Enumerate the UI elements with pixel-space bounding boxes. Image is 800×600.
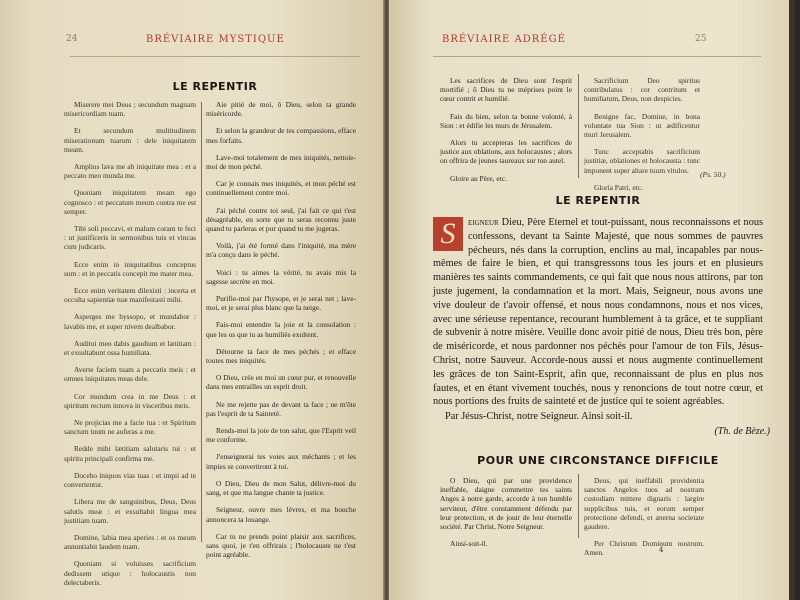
latin-psalm-column [64, 100, 196, 595]
left-page [0, 0, 384, 600]
french-verse: O Dieu, Dieu de mon Salut, délivre-moi du sang, et que ma langue chante ta justice. [206, 478, 356, 498]
french-prayer-line: O Dieu, qui par une providence ineffable, daigne commettre tes saints Anges à notre garde, accorde à ton humble serviteur, d'être constamment défendu par leur protection, et de jouir de leur éternelle société. Par Christ, Notre Seigneur. [440, 476, 572, 532]
section-title-circonstance: POUR UNE CIRCONSTANCE DIFFICILE [477, 454, 719, 467]
latin-verse: Quoniam si voluisses sacrificium dedissem utique : holocaustis non delectaberis. [64, 559, 196, 587]
french-verse: J'enseignerai tes voies aux méchants ; et les impies se convertiront à toi. [206, 452, 356, 471]
prayer-title: LE REPENTIR [555, 194, 641, 207]
latin-verse: Amplius lava me ab iniquitate mea : et a peccato meo munda me. [64, 162, 196, 181]
page-number-right: 25 [695, 34, 707, 44]
french-verse: Alors tu accepteras les sacrifices de justice aux oblations, aux holocaustes ; alors on offrira de jeunes taureaux sur ton autel. [440, 138, 572, 166]
latin-verse: Et secundum multitudinem miserationum tuarum : dele iniquitatem meam. [64, 126, 196, 154]
circumstance-prayer-latin [584, 476, 704, 566]
latin-verse: Domine, labia mea aperies : et os meum annuntiabit laudem tuam. [64, 532, 196, 552]
french-verse: Gloire au Père, etc. [450, 173, 507, 183]
prayer-body [433, 216, 763, 424]
circumstance-prayer-french [440, 476, 572, 556]
latin-verse: Asperges me hyssopo, et mundabor : lavabis me, et super nivem dealbabor. [64, 312, 196, 331]
french-verse: Fais du bien, selon ta bonne volonté, à Sion : et édifie les murs de Jérusalem. [440, 111, 572, 130]
page-edge [789, 0, 795, 600]
french-verse: Et selon la grandeur de tes compassions, efface mes forfaits. [206, 126, 356, 145]
french-prayer-line: Ainsi-soit-il. [450, 539, 488, 549]
french-psalm-column [206, 100, 356, 567]
french-verse: Car tu ne prends point plaisir aux sacrifices, sans quoi, je t'en offrirais ; l'holocauste ne t'est point agréable. [206, 531, 356, 560]
french-verse: Aie pitié de moi, ô Dieu, selon ta grande miséricorde. [206, 100, 356, 119]
latin-verse: Ecce enim in iniquitatibus conceptus sum : et in peccatis concepit me mater mea. [64, 259, 196, 278]
prayer-text: Dieu, Père Eternel et tout-puissant, nous reconnaissons et nous confessons, devant ta Sainte Majesté, que nous sommes de pauvres pécheurs, nés dans la corruption, enclins au mal, incapables par nous-mêmes de faire le bien, et qui transgressons tous les jours et en plusieurs manières tes saints commandements, ce qui fait que nous nous attirons, par ton juste jugement, la condamnation et la mort. Mais, Seigneur, nous avons une vive douleur de t'avoir offensé, et nous nous condamnons, nous et nos vices, avec une sérieuse repentance, recourant humblement à ta grâce, et te suppliant de subvenir à notre misère. Veuille donc avoir pitié de nous, Dieu très bon, père de miséricorde, et nous pardonner nos péchés pour l'amour de ton Fils, Jésus-Christ, notre Sauveur. Accorde-nous aussi et nous augmente continuellement les grâces de ton Saint-Esprit, afin que, reconnaissant de plus en plus nos fautes, et en étant vivement touchés, nous y renoncions de tout notre cœur, et nous portions des fruits de sainteté et de justice qui te soient agréables. [433, 217, 763, 408]
french-verse: Car je connais mes iniquités, et mon péché est continuellement contre moi. [206, 179, 356, 198]
latin-verse: Libera me de sanguinibus, Deus, Deus salutis meæ : et exsultabit lingua mea justitiam tuam. [64, 497, 196, 525]
latin-verse: Tibi soli peccavi, et malum coram te feci : ut justificeris in sermonibus tuis et vincas cum judicaris. [64, 224, 196, 252]
french-verse: Voici : tu aimes la vérité, tu avais mis la sagesse secrète en moi. [206, 267, 356, 286]
latin-verse: Benigne fac, Domine, in bona voluntate tua Sion : ut ædificentur muri Jerusalem. [584, 111, 700, 140]
french-verse: J'ai péché contre toi seul, j'ai fait ce qui t'est désagréable, en sorte que tu seras reconnu juste quand tu parleras et pur quand tu me jugeras. [206, 205, 356, 234]
french-verse: Fais-moi entendre la joie et la consolation : que les os que tu as humiliés exultent. [206, 320, 356, 339]
header-rule-right [433, 56, 761, 57]
french-verse: Détourne ta face de mes péchés ; et efface toutes mes iniquités. [206, 346, 356, 366]
french-verse: Les sacrifices de Dieu sont l'esprit mortifié ; ô Dieu tu ne méprises point le cœur contrit et humilié. [440, 76, 572, 104]
latin-verse: Cor mundum crea in me Deus : et spiritum rectum innova in visceribus meis. [64, 391, 196, 410]
french-verse: O Dieu, crée en moi un cœur pur, et renouvelle dans mes entrailles un esprit droit. [206, 373, 356, 392]
french-verse: Voilà, j'ai été formé dans l'iniquité, ma mère m'a conçu dans le péché. [206, 241, 356, 260]
french-verse: Lave-moi totalement de mes iniquités, nettoie-moi de mon péché. [206, 152, 356, 172]
latin-verse: Redde mihi lætitiam salutaris tui : et spiritu principali confirma me. [64, 444, 196, 463]
drop-cap: S [433, 217, 463, 251]
running-head-left: BRÉVIAIRE MYSTIQUE [146, 34, 285, 45]
french-verse: Purifie-moi par l'hysope, et je serai net ; lave-moi, et je serai plus blanc que la neige. [206, 294, 356, 313]
french-verse: Rends-moi la joie de ton salut, que l'Esprit veil me conforme. [206, 426, 356, 445]
latin-prayer-line: Deus, qui ineffabili providentia sanctos Angelos tuos ad nostram custodiam mittere dignaris : largire supplicibus tuis, et eorum semper protectione defendi, et æterna societate gaudere. [584, 476, 704, 532]
latin-verse: Ecce enim veritatem dilexisti : incerta et occulta sapientiæ tuæ manifestasti mihi. [64, 286, 196, 305]
prayer-closing: Par Jésus-Christ, notre Seigneur. Ainsi soit-il. [445, 411, 633, 423]
prayer-lead-word: eigneur [468, 217, 499, 228]
header-rule-left [70, 56, 360, 57]
latin-verse: Ne projicias me a facie tua : et Spiritum sanctum tuum ne auferas a me. [64, 418, 196, 437]
prayer-attribution: (Th. de Bèze.) [714, 426, 770, 437]
running-head-right: BRÉVIAIRE ADRÉGÉ [442, 34, 566, 45]
latin-prayer-line: Per Christum Dominum nostrum. Amen. [584, 539, 704, 558]
latin-verse: Tunc acceptabis sacrificium justitiæ, oblationes et holocausta : tunc imponent super altare tuum vitulos. [584, 147, 700, 175]
page-number-left: 24 [66, 34, 78, 44]
latin-verse: Docebo iniquos vias tuas : et impii ad te convertentur. [64, 470, 196, 490]
french-verse: Ne me rejette pas de devant ta face ; ne m'ôte pas l'esprit de ta Sainteté. [206, 399, 356, 418]
latin-verse: Sacrificium Deo spiritus contribulatus : cor contritum et humiliatum, Deus, non despicies. [584, 76, 700, 104]
column-divider-left [201, 102, 202, 542]
psalm-reference: (Ps. 50.) [700, 170, 726, 179]
latin-verse: Auditui meo dabis gaudium et lætitiam : et exsultabunt ossa humiliata. [64, 338, 196, 358]
french-verse: Seigneur, ouvre mes lèvres, et ma bouche annoncera ta louange. [206, 505, 356, 524]
psalm-continuation-latin [584, 76, 700, 200]
psalm-continuation-french [440, 76, 572, 191]
latin-verse: Averte faciem tuam a peccatis meis : et omnes iniquitates meas dele. [64, 365, 196, 384]
page-title-left: LE REPENTIR [172, 80, 258, 93]
latin-verse: Gloria Patri, etc. [594, 182, 643, 192]
column-divider-top [578, 74, 579, 178]
column-divider-bottom [578, 474, 579, 538]
signature-mark: 4 [659, 546, 664, 554]
latin-verse: Quoniam iniquitatem meam ego cognosco : et peccatum meum contra me est semper. [64, 188, 196, 216]
latin-verse: Miserere mei Deus ; secundum magnam misericordiam tuam. [64, 100, 196, 119]
